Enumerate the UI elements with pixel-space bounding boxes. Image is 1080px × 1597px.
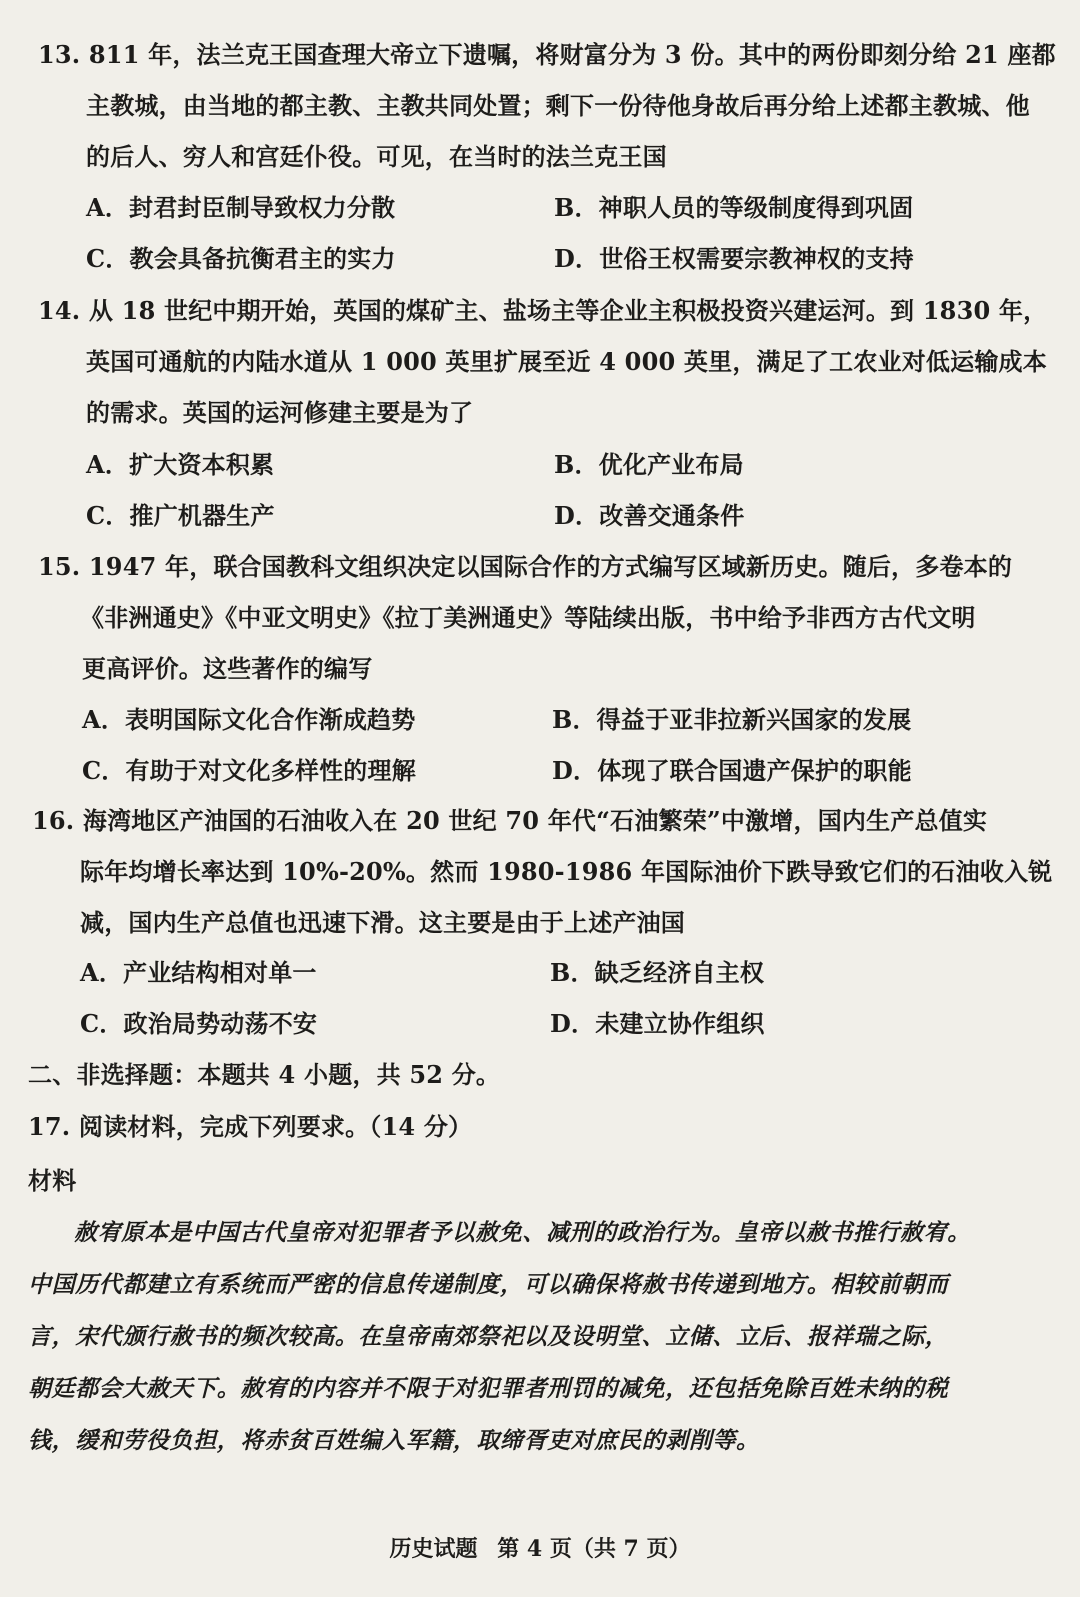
q13-option-c: C．教会具备抗衡君主的实力	[86, 244, 396, 273]
q13-option-a: A．封君封臣制导致权力分散	[86, 193, 396, 222]
material-line-1: 赦宥原本是中国古代皇帝对犯罪者予以赦免、减刑的政治行为。皇帝以赦书推行赦宥。	[74, 1219, 971, 1246]
q15-stem-line-2: 《非洲通史》《中亚文明史》《拉丁美洲通史》等陆续出版，书中给予非西方古代文明	[80, 603, 976, 632]
q16-option-d: D．未建立协作组织	[550, 1009, 765, 1038]
q14-stem-line-1: 14. 从 18 世纪中期开始，英国的煤矿主、盐场主等企业主积极投资兴建运河。到 1830 年，	[38, 296, 1048, 325]
q16-stem-line-1: 16. 海湾地区产油国的石油收入在 20 世纪 70 年代“石油繁荣”中激增，国内生产总值实	[32, 806, 988, 835]
q15-option-c: C．有助于对文化多样性的理解	[82, 756, 416, 785]
q15-stem-line-3: 更高评价。这些著作的编写	[82, 654, 373, 683]
material-line-5: 钱，缓和劳役负担，将赤贫百姓编入军籍，取缔胥吏对庶民的剥削等。	[28, 1427, 760, 1454]
q14-stem-line-3: 的需求。英国的运河修建主要是为了	[86, 398, 474, 427]
q17-prompt: 17. 阅读材料，完成下列要求。（14 分）	[28, 1112, 473, 1141]
q15-option-b: B．得益于亚非拉新兴国家的发展	[552, 705, 912, 734]
q13-stem-line-1: 13. 811 年，法兰克王国查理大帝立下遗嘱，将财富分为 3 份。其中的两份即刻分给 21 座都	[38, 40, 1056, 69]
q13-option-d: D．世俗王权需要宗教神权的支持	[554, 244, 914, 273]
q13-stem-line-3: 的后人、穷人和宫廷仆役。可见，在当时的法兰克王国	[86, 142, 667, 171]
material-line-4: 朝廷都会大赦天下。赦宥的内容并不限于对犯罪者刑罚的减免，还包括免除百姓未纳的税	[28, 1375, 949, 1402]
q16-option-a: A．产业结构相对单一	[80, 958, 317, 987]
q13-option-b: B．神职人员的等级制度得到巩固	[554, 193, 914, 222]
q16-stem-line-2: 际年均增长率达到 10%-20%。然而 1980-1986 年国际油价下跌导致它们的石油收入锐	[80, 857, 1053, 886]
q14-stem-line-2: 英国可通航的内陆水道从 1 000 英里扩展至近 4 000 英里，满足了工农业对低运输成本	[86, 347, 1047, 376]
q13-stem-line-2: 主教城，由当地的都主教、主教共同处置；剩下一份待他身故后再分给上述都主教城、他	[86, 91, 1030, 120]
q14-option-b: B．优化产业布局	[554, 450, 744, 479]
footer-subject: 历史试题	[389, 1536, 478, 1562]
q16-stem-line-3: 减，国内生产总值也迅速下滑。这主要是由于上述产油国	[80, 908, 685, 937]
q14-option-c: C．推广机器生产	[86, 501, 275, 530]
page-footer	[0, 1532, 1080, 1563]
q15-option-a: A．表明国际文化合作渐成趋势	[82, 705, 416, 734]
material-line-3: 言，宋代颁行赦书的频次较高。在皇帝南郊祭祀以及设明堂、立储、立后、报祥瑞之际，	[28, 1323, 949, 1350]
q14-option-a: A．扩大资本积累	[86, 450, 275, 479]
q15-stem-line-1: 15. 1947 年，联合国教科文组织决定以国际合作的方式编写区域新历史。随后，多卷本的	[38, 552, 1013, 581]
q16-option-c: C．政治局势动荡不安	[80, 1009, 318, 1038]
q15-option-d: D．体现了联合国遗产保护的职能	[552, 756, 912, 785]
q16-option-b: B．缺乏经济自主权	[550, 958, 765, 987]
material-line-2: 中国历代都建立有系统而严密的信息传递制度，可以确保将赦书传递到地方。相较前朝而	[28, 1271, 949, 1298]
material-label: 材料	[28, 1166, 77, 1195]
footer-page-number: 第 4 页（共 7 页）	[497, 1536, 691, 1562]
section-2-heading: 二、非选择题：本题共 4 小题，共 52 分。	[28, 1060, 501, 1089]
q14-option-d: D．改善交通条件	[554, 501, 745, 530]
